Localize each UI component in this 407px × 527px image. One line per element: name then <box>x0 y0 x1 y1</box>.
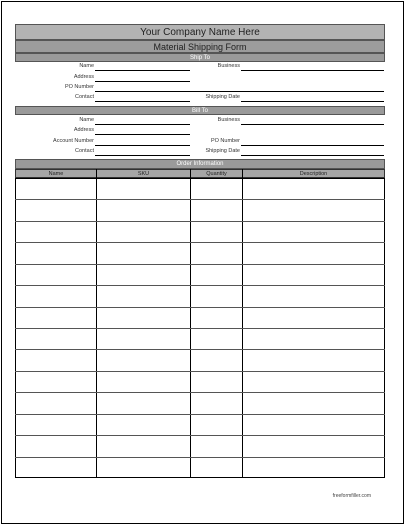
table-row[interactable] <box>15 264 385 265</box>
bill-to-address-label: Address <box>73 127 94 133</box>
order-info-header <box>15 159 385 169</box>
ship-to-po-field[interactable] <box>95 91 384 92</box>
table-row[interactable] <box>15 221 385 222</box>
ship-to-name-label: Name <box>79 63 94 69</box>
ship-to-header <box>15 53 385 62</box>
table-row[interactable] <box>15 371 385 372</box>
table-row[interactable] <box>15 307 385 308</box>
table-row[interactable] <box>15 285 385 286</box>
footer-text: freeformfiller.com <box>332 493 371 499</box>
ship-to-business-label: Business <box>217 63 240 69</box>
bill-to-po-label: PO Number <box>210 138 240 144</box>
table-row[interactable] <box>15 435 385 436</box>
form-title-header <box>15 40 385 53</box>
bill-to-contact-field[interactable] <box>95 155 190 156</box>
form-title: Material Shipping Form <box>153 41 247 52</box>
ship-to-contact-field[interactable] <box>95 101 190 102</box>
table-row[interactable] <box>15 242 385 243</box>
table-row[interactable] <box>15 414 385 415</box>
order-info-heading: Order Information <box>176 161 224 167</box>
table-row[interactable] <box>15 349 385 350</box>
ship-to-name-field[interactable] <box>95 70 190 71</box>
order-table-header <box>15 169 385 178</box>
ship-to-shipping-date-field[interactable] <box>241 101 384 102</box>
bill-to-heading: Bill To <box>192 107 208 114</box>
ship-to-contact-label: Contact <box>75 94 94 100</box>
table-row[interactable] <box>15 457 385 458</box>
bill-to-account-label: Account Number <box>53 138 94 144</box>
ship-to-address-label: Address <box>73 74 94 80</box>
table-row[interactable] <box>15 328 385 329</box>
column-divider <box>242 169 243 478</box>
column-header-sku: SKU <box>137 170 150 177</box>
table-row[interactable] <box>15 199 385 200</box>
company-name: Your Company Name Here <box>140 26 260 38</box>
ship-to-heading: Ship To <box>190 54 210 61</box>
bill-to-business-field[interactable] <box>241 124 384 125</box>
column-divider <box>190 169 191 478</box>
bill-to-business-label: Business <box>217 117 240 123</box>
bill-to-address-field[interactable] <box>95 134 190 135</box>
ship-to-business-field[interactable] <box>241 70 384 71</box>
ship-to-po-label: PO Number <box>64 84 94 90</box>
bill-to-name-field[interactable] <box>95 124 190 125</box>
column-divider <box>96 169 97 478</box>
bill-to-account-field[interactable] <box>95 145 190 146</box>
column-header-name: Name <box>48 170 64 177</box>
bill-to-shipping-date-label: Shipping Date <box>205 148 240 154</box>
bill-to-header <box>15 106 385 115</box>
ship-to-address-field[interactable] <box>95 81 190 82</box>
bill-to-name-label: Name <box>79 117 94 123</box>
bill-to-shipping-date-field[interactable] <box>241 155 384 156</box>
column-header-quantity: Quantity <box>206 170 227 177</box>
ship-to-shipping-date-label: Shipping Date <box>205 94 240 100</box>
bill-to-po-field[interactable] <box>241 145 384 146</box>
table-row[interactable] <box>15 392 385 393</box>
column-header-description: Description <box>299 170 328 177</box>
company-name-header <box>15 24 385 40</box>
bill-to-contact-label: Contact <box>75 148 94 154</box>
